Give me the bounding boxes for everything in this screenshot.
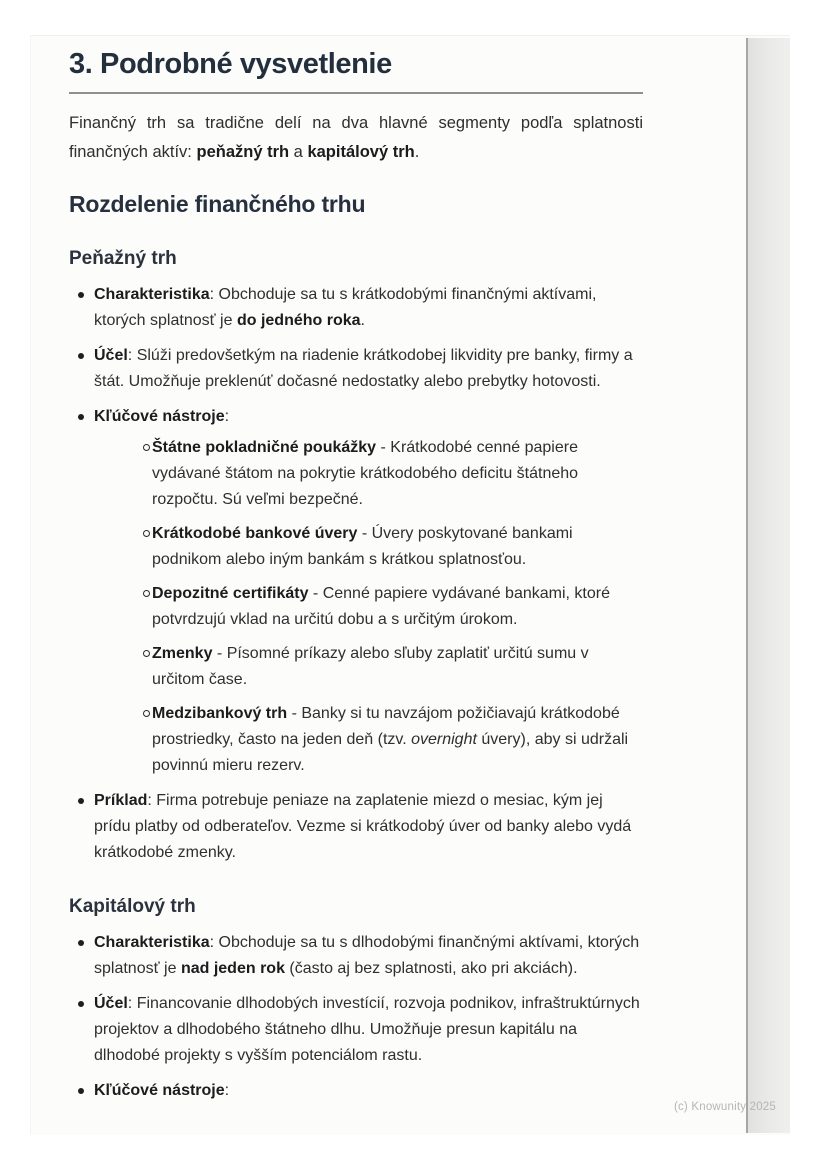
bold-text-run: nad jeden rok [180,960,285,977]
bullet-list [69,930,643,1104]
list-item-text [152,525,573,568]
bold-text-run: Medzibankový trh [152,705,288,722]
bullet-icon [78,414,84,420]
nested-bullet-list [127,435,643,779]
bold-text-run: kapitálový trh [307,143,415,161]
list-item [127,581,643,633]
bold-text-run: Kľúčové nástroje [94,1082,225,1099]
list-item [69,343,643,395]
text-run: : Firma potrebuje peniaze na zaplatenie miezd o mesiac, kým jej prídu platby od odberateľov. Vezme si krátkodobý úver od banky alebo vydá krátkodobé zmenky. [94,792,632,861]
list-item-text [94,934,639,977]
bold-text-run: Štátne pokladničné poukážky [152,439,377,456]
bold-text-run: Kľúčové nástroje [94,408,225,425]
bold-text-run: Účel [94,995,128,1012]
bullet-icon [78,353,84,359]
list-item [69,930,643,982]
text-run: : [224,1082,230,1099]
circle-bullet-icon [143,710,150,717]
list-item-text [152,585,610,628]
text-run: - Banky si tu navzájom požičiavajú krátkodobé prostriedky, často na jeden deň (tzv. [152,705,620,748]
text-run: a [289,143,308,161]
text-run: : Financovanie dlhodobých investícií, rozvoja podnikov, infraštruktúrnych projektov a dlhodobého štátneho dlhu. Umožňuje presun kapitálu na dlhodobé projekty s vyšším potenciálom rastu. [94,995,640,1064]
list-item [69,991,643,1069]
list-item [127,521,643,573]
page-title: 3. Podrobné vysvetlenie [69,48,392,80]
list-item [69,282,643,334]
subsections-container [69,247,643,1104]
text-run: . [360,312,365,329]
text-run: Finančný trh sa tradične delí na dva hlavné segmenty podľa splatnosti finančných aktív: [69,114,643,161]
bullet-icon [78,1088,84,1094]
bullet-icon [78,940,84,946]
subsection-heading: Kapitálový trh [69,896,196,917]
list-item-text [94,286,596,329]
title-divider [69,92,643,94]
page-content [69,36,643,1104]
bullet-icon [78,292,84,298]
text-run: : Obchoduje sa tu s dlhodobými finančnými aktívami, ktorých splatnosť je [94,934,640,977]
list-item-text [94,347,633,390]
list-item-text [94,408,229,425]
bold-text-run: Depozitné certifikáty [152,585,309,602]
text-run: : Slúži predovšetkým na riadenie krátkodobej likvidity pre banky, firmy a štát. Umožňuje preklenúť dočasné nedostatky alebo prebytky hotovosti. [94,347,633,390]
text-run: . [414,143,420,161]
bold-text-run: do jedného roka [236,312,361,329]
document-page [30,35,790,1135]
list-item-text [152,705,628,774]
list-item [69,404,643,779]
text-run: - Úvery poskytované bankami podnikom alebo iným bankám s krátkou splatnosťou. [152,525,573,568]
circle-bullet-icon [143,530,150,537]
bold-text-run: Zmenky [152,645,213,662]
list-item-text [152,645,589,688]
intro-paragraph [69,109,643,167]
copyright-watermark: (c) Knowunity 2025 [673,1101,776,1113]
section-heading: Rozdelenie finančného trhu [69,191,366,217]
circle-bullet-icon [143,590,150,597]
bullet-icon [78,798,84,804]
text-run: úvery), aby si udržali povinnú mieru rezerv. [152,731,629,774]
circle-bullet-icon [143,444,150,451]
bold-text-run: Účel [94,347,128,364]
bullet-list [69,282,643,866]
bold-text-run: Charakteristika [94,934,210,951]
list-item [127,435,643,513]
text-run: - Krátkodobé cenné papiere vydávané štátom na pokrytie krátkodobého deficitu štátneho rozpočtu. Sú veľmi bezpečné. [152,439,579,508]
subsection-heading: Peňažný trh [69,248,177,269]
list-item [127,701,643,779]
bold-text-run: Príklad [94,792,148,809]
text-run: : Obchoduje sa tu s krátkodobými finančnými aktívami, ktorých splatnosť je [94,286,597,329]
page-stack-edge [746,38,790,1133]
list-item-text [94,792,631,861]
text-run: : [224,408,230,425]
list-item-text [94,1082,229,1099]
list-item [127,641,643,693]
list-item-text [94,995,640,1064]
circle-bullet-icon [143,650,150,657]
list-item [69,1078,643,1104]
bold-text-run: Krátkodobé bankové úvery [152,525,358,542]
list-item [69,788,643,866]
bullet-icon [78,1001,84,1007]
bold-text-run: peňažný trh [196,143,290,161]
text-run: - Písomné príkazy alebo sľuby zaplatiť určitú sumu v určitom čase. [152,645,589,688]
text-run: - Cenné papiere vydávané bankami, ktoré potvrdzujú vklad na určitú dobu a s určitým úrokom. [152,585,610,628]
list-item-text [152,439,578,508]
italic-text-run: overnight [411,731,477,748]
text-run: (často aj bez splatnosti, ako pri akciách). [284,960,578,977]
bold-text-run: Charakteristika [94,286,210,303]
